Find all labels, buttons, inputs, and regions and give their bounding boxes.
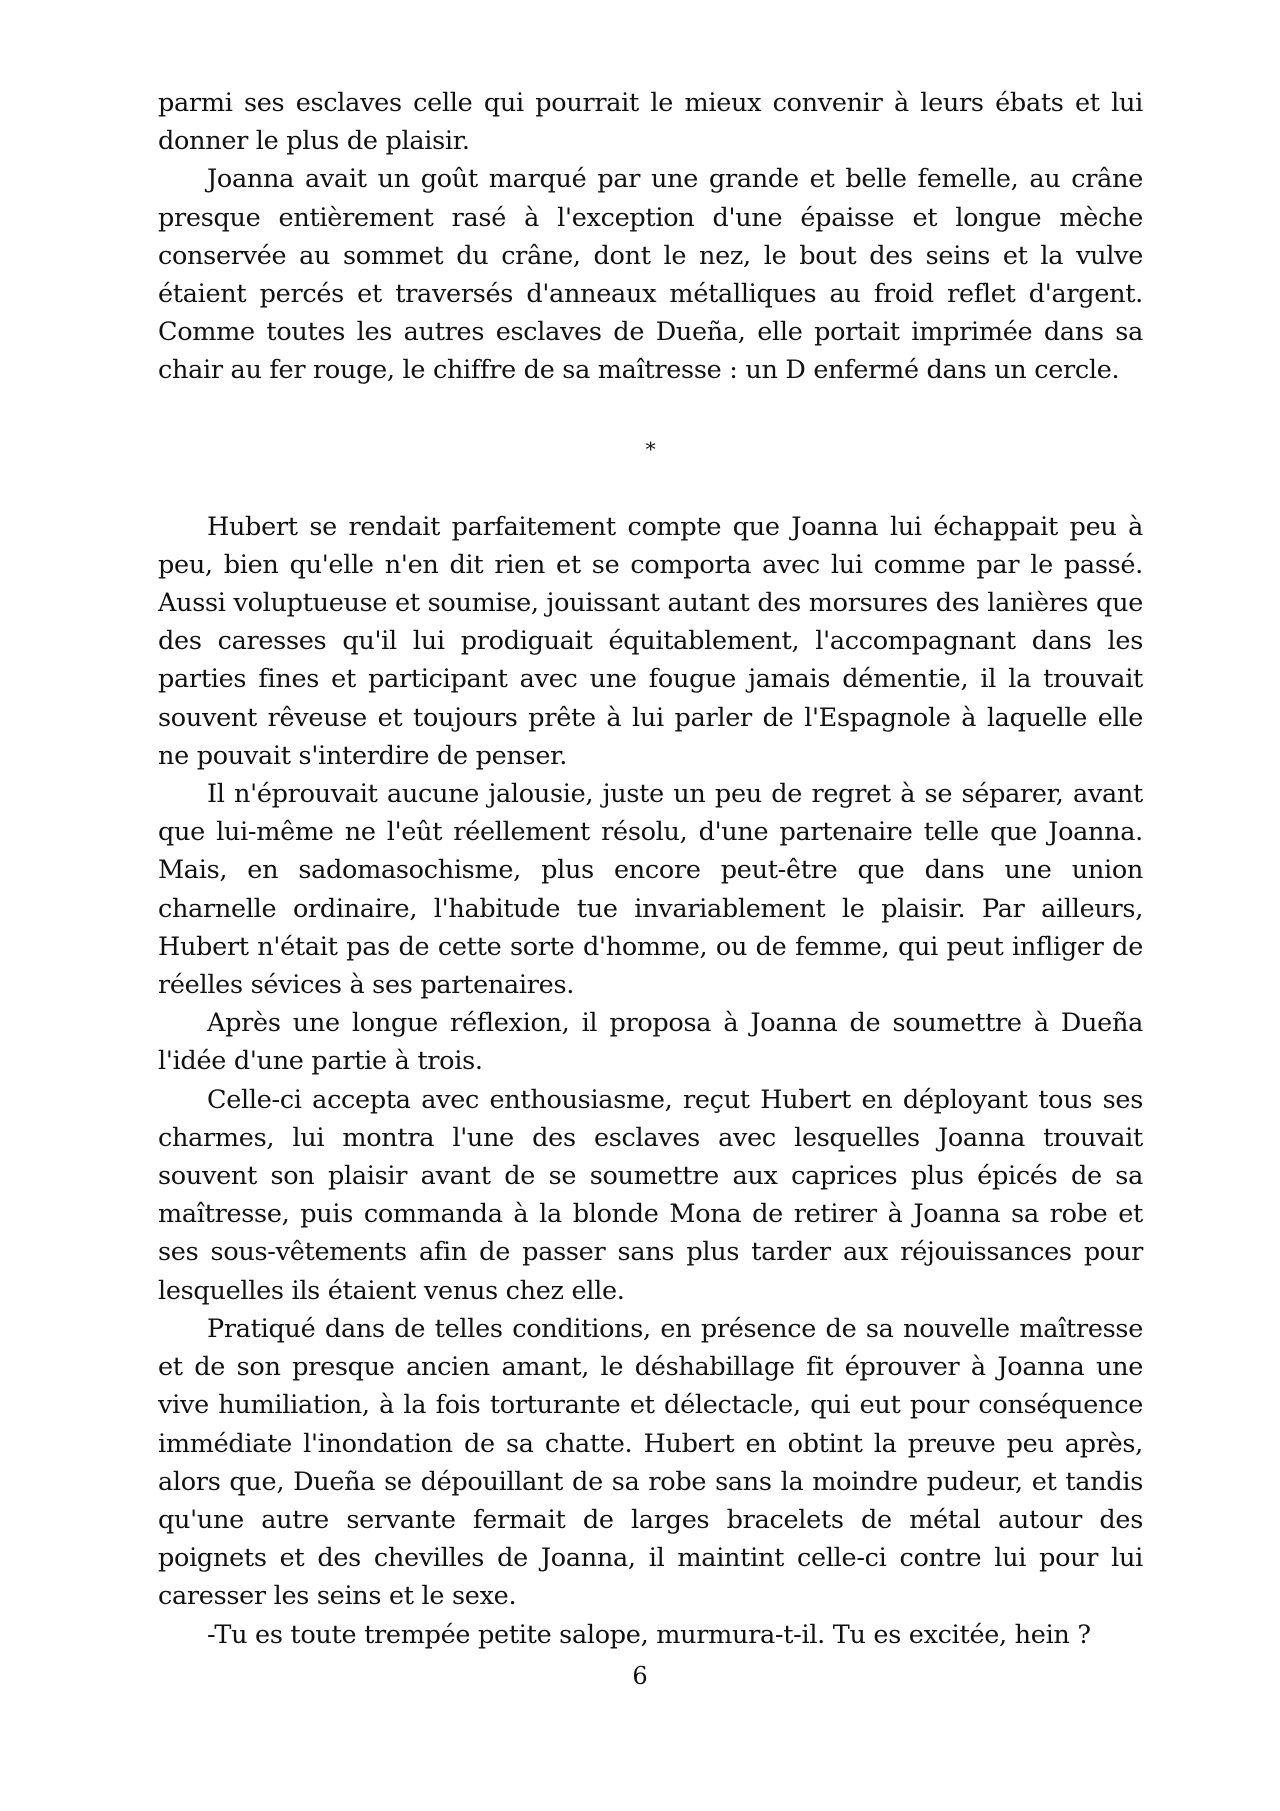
paragraph: parmi ses esclaves celle qui pourrait le mieux convenir à leurs ébats et lui donner le plus de plaisir. (158, 88, 1143, 157)
paragraph: Après une longue réflexion, il proposa à Joanna de soumettre à Dueña l'idée d'une partie à trois. (158, 1008, 1143, 1077)
page-number: 6 (632, 1662, 648, 1690)
paragraph: Joanna avait un goût marqué par une grande et belle femelle, au crâne presque entièrement rasé à l'exception d'une épaisse et longue mèche conservée au sommet du crâne, dont le nez, le bout des seins et la vulve étaient percés et traversés d'anneaux métalliques au froid reflet d'argent. Comme toutes les autres esclaves de Dueña, elle portait imprimée dans sa chair au fer rouge, le chiffre de sa maîtresse : un D enfermé dans un cercle. (158, 164, 1143, 386)
paragraph: Il n'éprouvait aucune jalousie, juste un peu de regret à se séparer, avant que lui-même ne l'eût réellement résolu, d'une partenaire telle que Joanna. Mais, en sadomasochisme, plus encore peut-être que dans une union charnelle ordinaire, l'habitude tue invariablement le plaisir. Par ailleurs, Hubert n'était pas de cette sorte d'homme, ou de femme, qui peut infliger de réelles sévices à ses partenaires. (158, 779, 1143, 1001)
paragraph: Hubert se rendait parfaitement compte que Joanna lui échappait peu à peu, bien qu'elle n'en dit rien et se comporta avec lui comme par le passé. Aussi voluptueuse et soumise, jouissant autant des morsures des lanières que des caresses qu'il lui prodiguait équitablement, l'accompagnant dans les parties fines et participant avec une fougue jamais démentie, il la trouvait souvent rêveuse et toujours prête à lui parler de l'Espagnole à laquelle elle ne pouvait s'interdire de penser. (158, 511, 1143, 771)
paragraph: Celle-ci accepta avec enthousiasme, reçut Hubert en déployant tous ses charmes, lui montra l'une des esclaves avec lesquelles Joanna trouvait souvent son plaisir avant de se soumettre aux caprices plus épicés de sa maîtresse, puis commanda à la blonde Mona de retirer à Joanna sa robe et ses sous-vêtements afin de passer sans plus tarder aux réjouissances pour lesquelles ils étaient venus chez elle. (158, 1084, 1143, 1306)
section-separator: * (645, 436, 656, 461)
paragraph: -Tu es toute trempée petite salope, murmura-t-il. Tu es excitée, hein ? (207, 1619, 1091, 1650)
page-body (158, 84, 1143, 1654)
paragraph: Pratiqué dans de telles conditions, en présence de sa nouvelle maîtresse et de son presque ancien amant, le déshabillage fit éprouver à Joanna une vive humiliation, à la fois torturante et délectacle, qui eut pour conséquence immédiate l'inondation de sa chatte. Hubert en obtint la preuve peu après, alors que, Dueña se dépouillant de sa robe sans la moindre pudeur, et tandis qu'une autre servante fermait de larges bracelets de métal autour des poignets et des chevilles de Joanna, il maintint celle-ci contre lui pour lui caresser les seins et le sexe. (158, 1313, 1143, 1612)
